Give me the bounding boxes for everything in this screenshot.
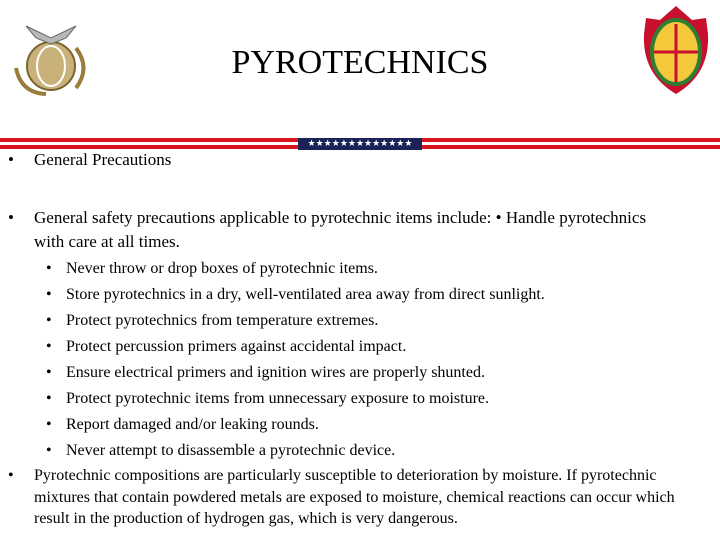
bullet-general-safety: General safety precautions applicable to pyrotechnic items include: • Handle pyrotechnics with care at all times.	[34, 208, 647, 251]
sub-bullet-item: • Protect pyrotechnics from temperature extremes.	[46, 312, 379, 329]
sub-bullet-item: • Never throw or drop boxes of pyrotechnic items.	[46, 260, 378, 277]
bullet-moisture-warning: Pyrotechnic compositions are particularly susceptible to deterioration by moisture. If pyrotechnic mixtures that contain powdered metals are exposed to moisture, chemical reactions can occur which result in the production of hydrogen gas, which is very dangerous.	[34, 467, 675, 527]
bullet: •	[8, 467, 14, 484]
bullet: •	[8, 208, 14, 227]
sub-bullet-item: • Report damaged and/or leaking rounds.	[46, 416, 319, 433]
bullet-general-precautions: General Precautions	[34, 150, 172, 169]
slide-title: PYROTECHNICS	[231, 44, 489, 81]
sub-bullet-item: • Protect pyrotechnic items from unnecessary exposure to moisture.	[46, 390, 489, 407]
sub-bullet-list	[46, 256, 706, 464]
divider-stars: ★★★★★★★★★★★★★	[298, 138, 422, 150]
sub-bullet-item: • Store pyrotechnics in a dry, well-ventilated area away from direct sunlight.	[46, 286, 545, 303]
sub-bullet-item: • Protect percussion primers against accidental impact.	[46, 338, 407, 355]
sub-bullet-item: • Ensure electrical primers and ignition wires are properly shunted.	[46, 364, 485, 381]
unit-insignia-icon	[640, 4, 712, 98]
sub-bullet-item: • Never attempt to disassemble a pyrotechnic device.	[46, 442, 396, 459]
bullet: •	[8, 150, 14, 169]
